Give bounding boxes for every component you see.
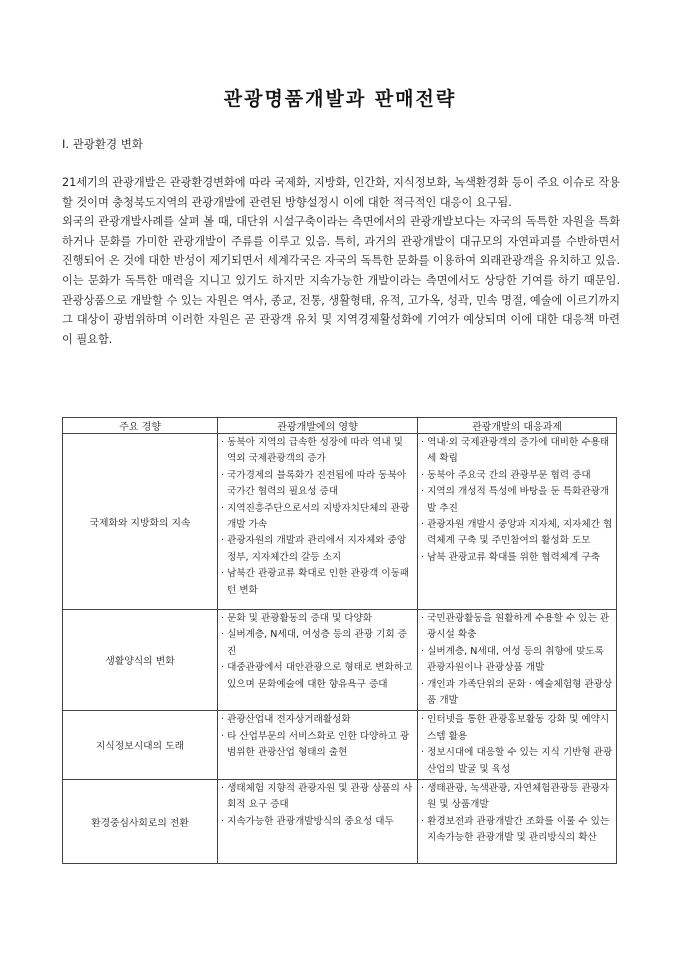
impact-item: · 대중관광에서 대안관광으로 형태로 변화하고 있으며 문화예술에 대한 향유욕구 증대	[221, 662, 413, 690]
task-item: · 정보시대에 대응할 수 있는 지식 기반형 관광산업의 발굴 및 육성	[421, 747, 613, 775]
trend-cell: 환경중심사회로의 전환	[63, 780, 218, 864]
trend-table	[62, 417, 617, 864]
table-row	[63, 434, 617, 610]
trend-cell: 생활양식의 변화	[63, 610, 218, 711]
impact-item: · 남북간 관광교류 확대로 인한 관광객 이동패턴 변화	[221, 568, 410, 596]
impact-cell	[218, 610, 418, 711]
task-item: · 인터넷을 통한 관광홍보활동 강화 및 예약시스템 활용	[421, 714, 610, 742]
task-cell	[418, 780, 617, 864]
task-item: · 역내·외 국제관광객의 증가에 대비한 수용태세 확립	[421, 437, 610, 465]
task-cell	[418, 610, 617, 711]
table-row	[63, 610, 617, 711]
paragraph: 21세기의 관광개발은 관광환경변화에 따라 국제화, 지방화, 인간화, 지식정보화, 녹색환경화 등이 주요 이슈로 작용할 것이며 충청북도지역의 관광개발에 관련된 방향설정시 이에 대한 적극적인 대응이 요구됨.	[62, 176, 620, 209]
impact-cell	[218, 434, 418, 610]
task-item: · 동북아 주요국 간의 관광부문 협력 증대	[421, 469, 591, 481]
task-item: · 지역의 개성적 특성에 바탕을 둔 특화관광개발 추진	[421, 486, 610, 514]
impact-item: · 동북아 지역의 급속한 성장에 따라 역내 및 역외 국제관광객의 증가	[221, 437, 403, 465]
document-title: 관광명품개발과 판매전략	[223, 88, 457, 110]
task-item: · 관광자원 개발시 중앙과 지자체, 지자체간 협력체계 구축 및 주민참여의 활성화 도모	[421, 519, 613, 547]
trend-cell: 지식정보시대의 도래	[63, 711, 218, 780]
impact-item: · 관광자원의 개발과 관리에서 지자체와 중앙정부, 지자체간의 갈등 소지	[221, 535, 407, 563]
task-item: · 환경보전과 관광개발간 조화를 이룰 수 있는 지속가능한 관광개발 및 관리방식의 확산	[421, 815, 610, 844]
body-text	[62, 173, 620, 349]
task-item: · 국민관광활동을 원활하게 수용할 수 있는 관광시설 확충	[421, 613, 610, 641]
task-item: · 실버계층, N세대, 여성 등의 취향에 맞도록 관광자원이나 관광상품 개발	[421, 645, 604, 674]
impact-item: · 생태체험 지향적 관광자원 및 관광 상품의 사회적 요구 증대	[221, 783, 413, 811]
impact-item: · 관광산업내 전자상거래활성화	[221, 714, 351, 726]
impact-item: · 지속가능한 관광개발방식의 중요성 대두	[221, 815, 394, 827]
impact-item: · 국가경제의 블록화가 진전됨에 따라 동북아 국가간 협력의 필요성 증대	[221, 469, 407, 498]
task-item: · 생태관광, 녹색관광, 자연체험관광등 관광자원 및 상품개발	[421, 783, 610, 811]
impact-item: · 문화 및 관광활동의 증대 및 다양화	[221, 613, 373, 624]
column-header-trend: 주요 경향	[63, 418, 218, 434]
column-header-impact: 관광개발에의 영향	[218, 418, 418, 434]
column-header-task: 관광개발의 대응과제	[418, 418, 617, 434]
impact-item: · 타 산업부문의 서비스화로 인한 다양하고 광범위한 관광산업 형태의 출현	[221, 730, 410, 759]
section-heading: Ⅰ. 관광환경 변화	[62, 137, 144, 151]
table-header-row	[63, 418, 617, 434]
trend-cell: 국제화와 지방화의 지속	[63, 434, 218, 610]
impact-item: · 실버계층, N세대, 여성층 등의 관광 기회 증진	[221, 629, 407, 657]
impact-cell	[218, 711, 418, 780]
table-row	[63, 780, 617, 864]
task-item: · 개인과 가족단위의 문화 · 예술체험형 관광상품 개발	[421, 678, 613, 707]
task-cell	[418, 434, 617, 610]
task-cell	[418, 711, 617, 780]
paragraph: 외국의 관광개발사례를 살펴 볼 때, 대단위 시설구축이라는 측면에서의 관광개발보다는 자국의 독특한 자원을 특화하거나 문화를 가미한 관광개발이 주류를 이루고 있음. 특히, 과거의 관광개발이 대규모의 자연파괴를 수반하면서 진행되어 온 것에 대한 반성이 제기되면서 세계각국은 자국의 독특한 문화를 이용하여 외래관광객을 유치하고 있음. 이는 문화가 독특한 매력을 지니고 있기도 하지만 지속가능한 개발이라는 측면에서도 상당한 기여를 하기 때문임. 관광상품으로 개발할 수 있는 자원은 역사, 종교, 전통, 생활형태, 유적, 고가옥, 성곽, 민속 명절, 예술에 이르기까지 그 대상이 광범위하며 이러한 자원은 곧 관광객 유치 및 지역경제활성화에 기여가 예상되며 이에 대한 대응책 마련이 필요함.	[62, 215, 620, 346]
task-item: · 남북 관광교류 확대를 위한 협력체계 구축	[421, 551, 600, 563]
impact-cell	[218, 780, 418, 864]
impact-item: · 지역진흥주단으로서의 지방자치단체의 관광개발 가속	[221, 502, 410, 531]
table-row	[63, 711, 617, 780]
